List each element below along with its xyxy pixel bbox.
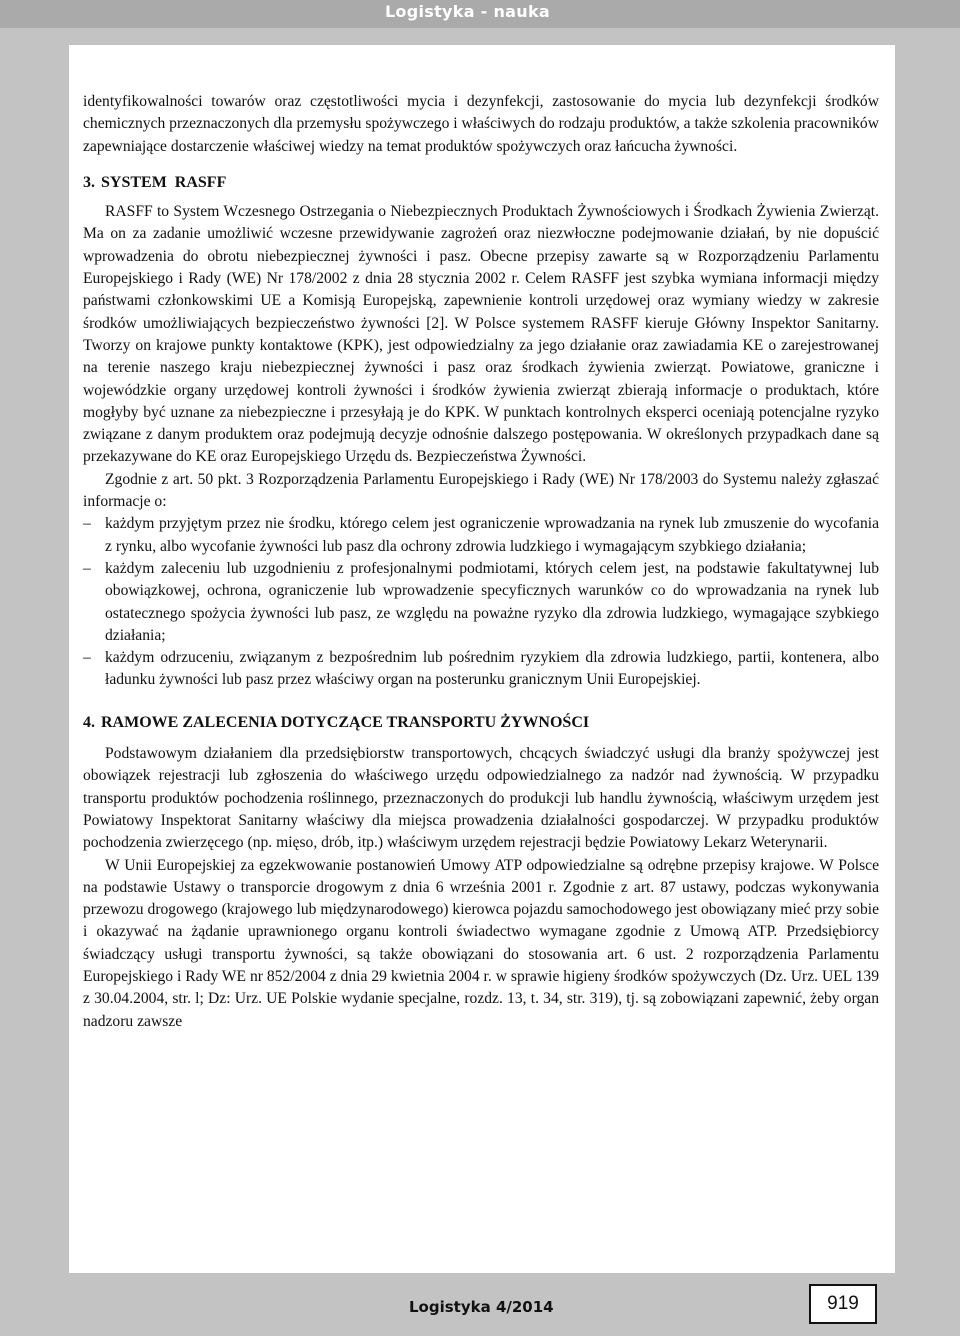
list-item-text: każdym przyjętym przez nie środku, którego celem jest ograniczenie wprowadzania na rynek lub zmuszenie do wycofania z rynku, albo wycofanie żywności lub pasz dla ochrony zdrowia ludzkiego i wymagającym szybkiego działania; [105, 515, 879, 555]
section-3-number: 3. [83, 173, 95, 191]
list-item-text: każdym odrzuceniu, związanym z bezpośrednim lub pośrednim ryzykiem dla zdrowia ludzkiego, partii, kontenera, albo ładunku żywności lub pasz przez właściwy organ na posterunku granicznym Unii Europejskiej. [105, 649, 879, 689]
list-item-text: każdym zaleceniu lub uzgodnieniu z profesjonalnymi podmiotami, których celem jest, na podstawie fakultatywnej lub obowiązkowej, ochrona, ograniczenie lub wprowadzenie specyficznych warunków co do wprowadzania na rynek lub ostatecznego spożycia żywności lub pasz, ze względu na poważne ryzyko dla zdrowia ludzkiego, wymagające szybkiego działania; [105, 559, 879, 644]
page-header [0, 0, 960, 28]
section-4-paragraph-2: W Unii Europejskiej za egzekwowanie postanowień Umowy ATP odpowiedzialne są odrębne przepisy krajowe. W Polsce na podstawie Ustawy o transporcie drogowym z dnia 6 września 2001 r. Zgodnie z art. 87 ustawy, podczas wykonywania przewozu drogowego (krajowego lub międzynarodowego) kierowca pojazdu samochodowego jest obowiązany mieć przy sobie i okazywać na żądanie uprawnionego organu kontroli świadectwo wymagane zgodnie z Umową ATP. Przedsiębiorcy świadczący usługi transportu żywności, są także obowiązani do stosowania art. 6 ust. 2 rozporządzenia Parlamentu Europejskiego i Rady WE nr 852/2004 z dnia 29 kwietnia 2004 r. w sprawie higieny środków spożywczych (Dz. Urz. UEL 139 z 30.04.2004, str. l; Dz: Urz. UE Polskie wydanie specjalne, rozdz. 13, t. 34, str. 319), tj. są zobowiązani zapewnić, żeby organ nadzoru zawsze [83, 856, 879, 1030]
section-4-title: RAMOWE ZALECENIA DOTYCZĄCE TRANSPORTU ŻYWNOŚCI [101, 713, 590, 731]
section-3-list [83, 513, 879, 691]
section-3-paragraph-1: RASFF to System Wczesnego Ostrzegania o Niebezpiecznych Produktach Żywnościowych i Środkach Żywienia Zwierząt. Ma on za zadanie umożliwić wczesne przewidywanie zagrożeń oraz niezwłoczne podejmowanie działań, by nie dopuścić wprowadzenia do obrotu niebezpiecznej żywności i pasz. Obecne przepisy zawarte są w Rozporządzeniu Parlamentu Europejskiego i Rady (WE) Nr 178/2002 z dnia 28 stycznia 2002 r. Celem RASFF jest szybka wymiana informacji między państwami członkowskimi UE a Komisją Europejską, zapewnienie kontroli urzędowej oraz wymiany wiedzy w zakresie środków umożliwiających bezpieczeństwo żywności [2]. W Polsce systemem RASFF kieruje Główny Inspektor Sanitarny. Tworzy on krajowe punkty kontaktowe (KPK), jest odpowiedzialny za jego działanie oraz zawiadamia KE o zarejestrowanej na terenie naszego kraju niebezpiecznej żywności i pasz oraz środkach żywienia zwierząt. Powiatowe, graniczne i wojewódzkie organy urzędowej kontroli żywności i środków żywienia zwierząt zbierają informacje o produktach, które mogłyby być uznane za niebezpieczne i przesyłają je do KPK. W punktach kontrolnych eksperci oceniają potencjalne ryzyko związane z danym produktem oraz podejmują decyzje odnośnie dalszego postępowania. W określonych przypadkach dane są przekazywane do KE oraz Europejskiego Urzędu ds. Bezpieczeństwa Żywności. [83, 203, 879, 466]
article-body [83, 91, 879, 1033]
footer-journal-title: Logistyka 4/2014 [409, 1298, 554, 1316]
section-3-paragraph-2: Zgodnie z art. 50 pkt. 3 Rozporządzenia Parlamentu Europejskiego i Rady (WE) Nr 178/2003 do Systemu należy zgłaszać informacje o: [83, 470, 879, 511]
section-4-paragraph-1: Podstawowym działaniem dla przedsiębiorstw transportowych, chcących świadczyć usługi dla branży spożywczej jest obowiązek rejestracji lub zgłoszenia do właściwego urzędu odpowiedzialnego za nadzór nad żywnością. W przypadku transportu produktów pochodzenia roślinnego, przeznaczonych do produkcji lub handlu żywnością, właściwym urzędem jest Powiatowy Inspektorat Sanitarny właściwy dla miejsca prowadzenia działalności gospodarczej. W przypadku produktów pochodzenia zwierzęcego (np. mięso, drób, itp.) właściwym urzędem rejestracji będzie Powiatowy Lekarz Weterynarii. [83, 745, 879, 852]
list-item [83, 513, 879, 558]
list-item [83, 558, 879, 647]
dash-bullet: – [83, 515, 91, 533]
section-4-number: 4. [83, 713, 95, 731]
section-4-heading [83, 712, 879, 734]
section-3-heading [83, 172, 879, 194]
dash-bullet: – [83, 559, 91, 577]
header-title: Logistyka - nauka [384, 2, 550, 21]
dash-bullet: – [83, 649, 91, 667]
section-3-title: SYSTEM RASFF [101, 173, 227, 191]
intro-paragraph: identyfikowalności towarów oraz częstotliwości mycia i dezynfekcji, zastosowanie do mycia lub dezynfekcji środków chemicznych przeznaczonych dla przemysłu spożywczego i właściwych do rodzaju produktów, a także szkolenia pracowników zapewniające dostarczenie właściwej wiedzy na temat produktów spożywczych oraz łańcucha żywności. [83, 93, 879, 155]
page-number-box: 919 [809, 1284, 877, 1324]
list-item [83, 647, 879, 692]
